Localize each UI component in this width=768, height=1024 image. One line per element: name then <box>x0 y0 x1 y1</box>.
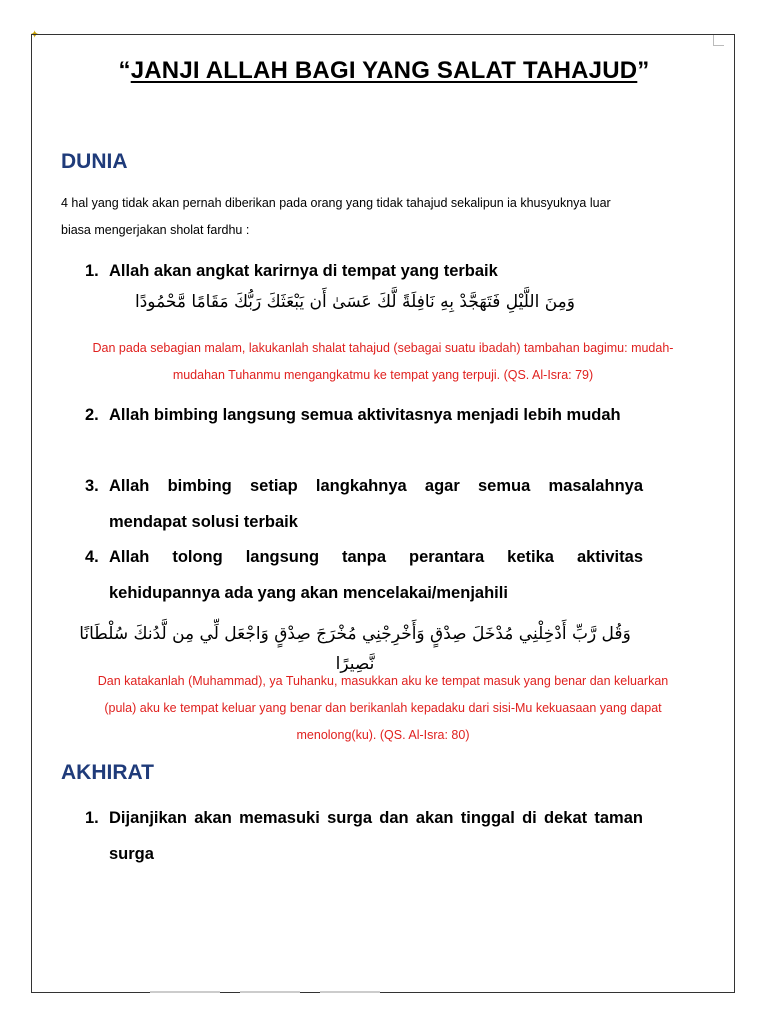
title-close-quote: ” <box>637 57 650 84</box>
page-title <box>0 57 768 85</box>
list-item <box>85 468 643 540</box>
intro-paragraph: 4 hal yang tidak akan pernah diberikan pada orang yang tidak tahajud sekalipun ia khusyuknya luar biasa mengerjakan sholat fardhu : <box>61 196 611 237</box>
list-item-text: Dijanjikan akan memasuki surga dan akan tinggal di dekat taman surga <box>109 809 643 863</box>
list-item-text: Allah bimbing langsung semua aktivitasnya menjadi lebih mudah <box>109 406 621 424</box>
translation-isra-79: Dan pada sebagian malam, lakukanlah shalat tahajud (sebagai suatu ibadah) tambahan bagimu: mudah-mudahan Tuhanmu mengangkatmu ke tempat yang terpuji. (QS. Al-Isra: 79) <box>92 341 674 382</box>
list-item <box>85 397 643 433</box>
title-text: JANJI ALLAH BAGI YANG SALAT TAHAJUD <box>130 57 638 84</box>
list-item-number: 2. <box>85 406 99 424</box>
list-item <box>85 539 643 611</box>
list-item-number: 4. <box>85 548 99 566</box>
translation-isra-80: Dan katakanlah (Muhammad), ya Tuhanku, masukkan aku ke tempat masuk yang benar dan keluarkan (pula) aku ke tempat keluar yang benar dan berikanlah kepadaku dari sisi-Mu kekuasaan yang dapat menolong(ku). (QS. Al-Isra: 80) <box>97 674 669 742</box>
list-item-number: 1. <box>85 809 99 827</box>
page-bottom-marks <box>150 991 390 995</box>
list-item-text: Allah tolong langsung tanpa perantara ketika aktivitas kehidupannya ada yang akan mencelakai/menjahili <box>109 548 643 602</box>
list-item-number: 3. <box>85 477 99 495</box>
list-item-text: Allah bimbing setiap langkahnya agar semua masalahnya mendapat solusi terbaik <box>109 477 643 531</box>
list-item <box>85 800 643 872</box>
list-item-text: Allah akan angkat karirnya di tempat yang terbaik <box>109 262 498 280</box>
page-crop-mark <box>713 35 724 46</box>
section-heading-dunia: DUNIA <box>61 150 128 173</box>
title-open-quote: “ <box>118 57 131 84</box>
arabic-verse-isra-80: وَقُل رَّبِّ أَدْخِلْنِي مُدْخَلَ صِدْقٍ وَأَخْرِجْنِي مُخْرَجَ صِدْقٍ وَاجْعَل لِّي مِن لَّدُنكَ سُلْطَانًا نَّصِيرًا <box>79 624 631 674</box>
arabic-verse-isra-79: وَمِنَ اللَّيْلِ فَتَهَجَّدْ بِهِ نَافِلَةً لَّكَ عَسَىٰ أَن يَبْعَثَكَ رَبُّكَ مَقَامًا مَّحْمُودًا <box>135 292 575 312</box>
list-item-number: 1. <box>85 262 99 280</box>
section-heading-akhirat: AKHIRAT <box>61 761 154 784</box>
list-item <box>85 253 643 289</box>
corner-marker-icon: ✦ <box>30 29 40 41</box>
